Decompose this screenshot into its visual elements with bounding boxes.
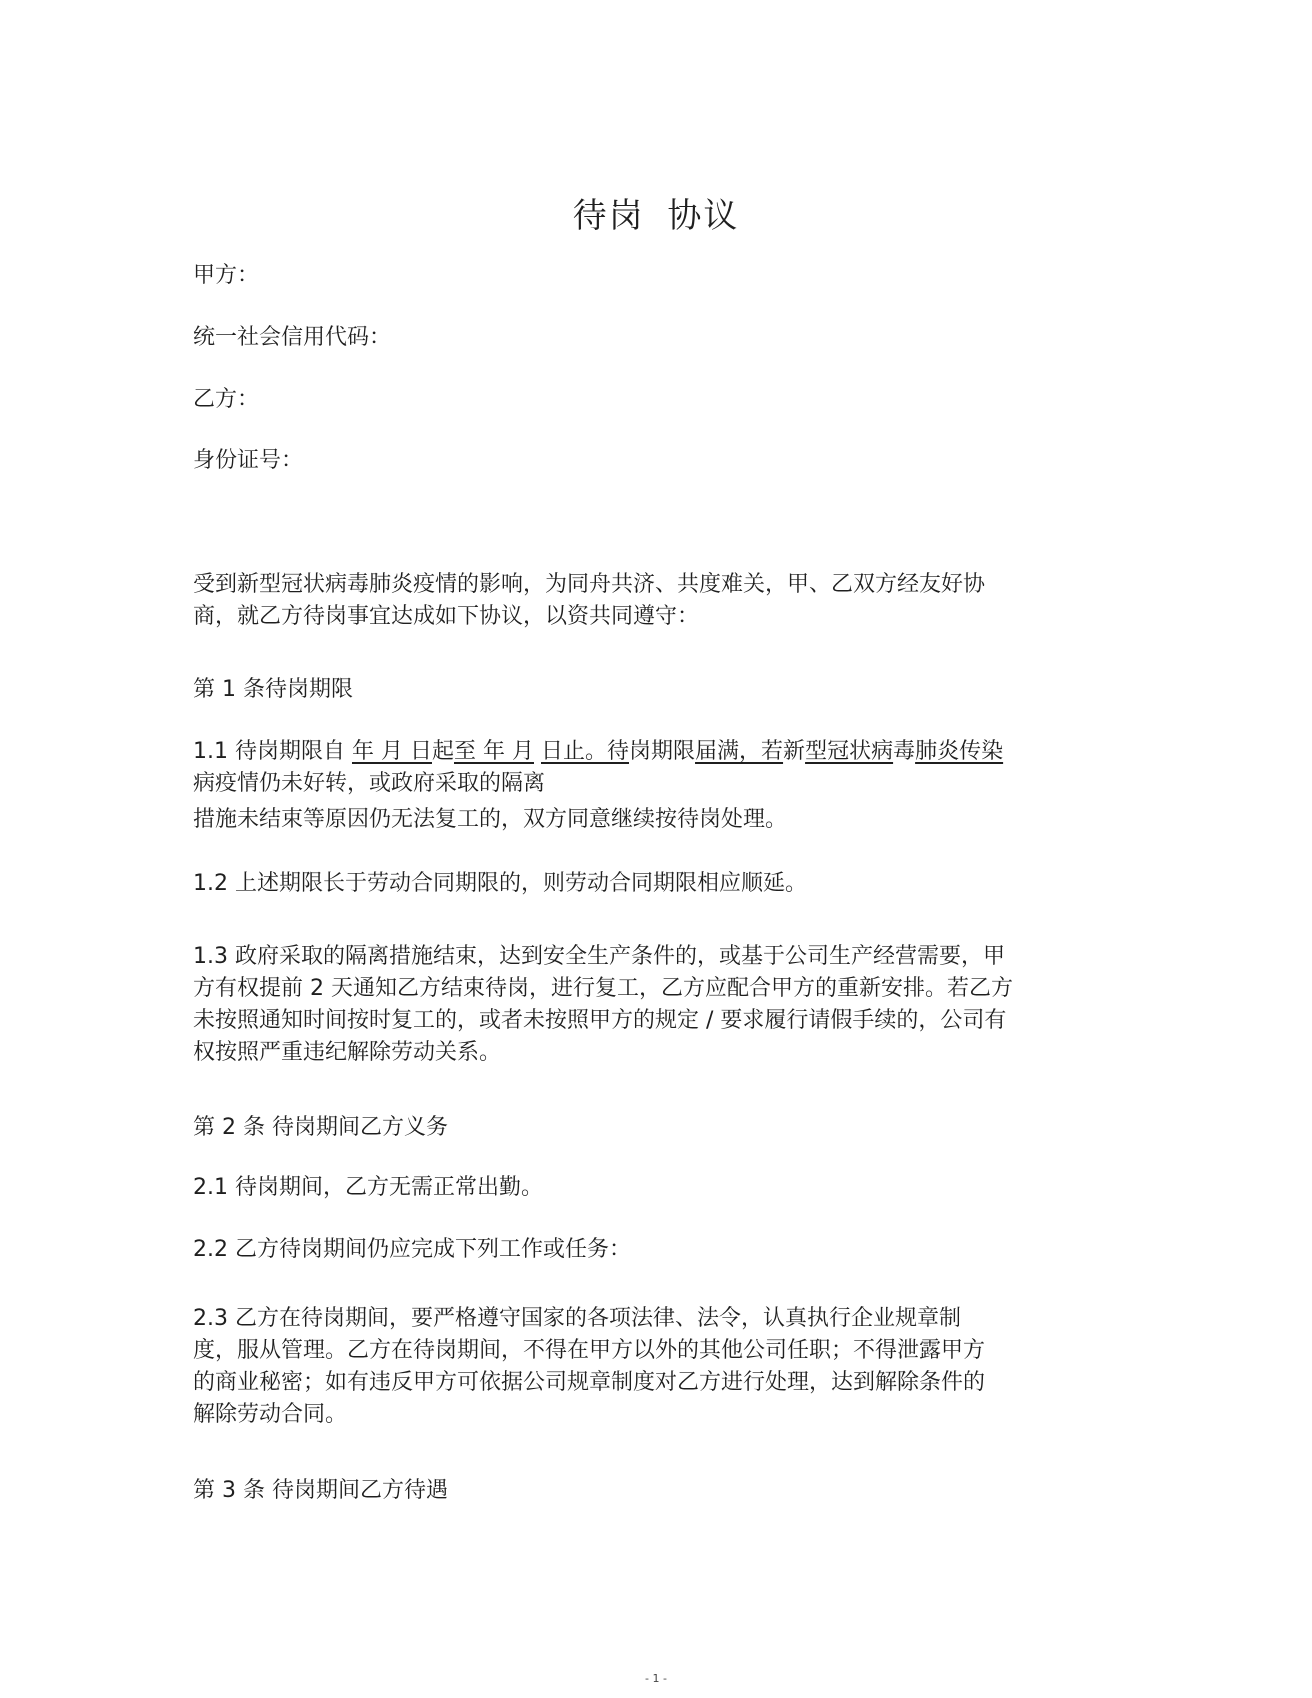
intro-paragraph bbox=[193, 569, 985, 633]
clause-text: 届满，若 bbox=[695, 739, 784, 764]
clause-text: 新 bbox=[783, 739, 806, 764]
clause-1-1-first-line bbox=[193, 736, 1003, 768]
intro-line: 商，就乙方待岗事宜达成如下协议，以资共同遵守： bbox=[193, 604, 700, 629]
article-1-heading: 第 1 条待岗期限 bbox=[193, 677, 353, 702]
party-b-field: 乙方： bbox=[193, 387, 260, 412]
clause-line: 度，服从管理。乙方在待岗期间，不得在甲方以外的其他公司任职；不得泄露甲方 bbox=[193, 1338, 986, 1363]
clause-1-3 bbox=[193, 941, 1013, 1069]
clause-line: 解除劳动合同。 bbox=[193, 1402, 348, 1427]
clause-line: 1.3 政府采取的隔离措施结束，达到安全生产条件的，或基于公司生产经营需要，甲 bbox=[193, 944, 1005, 969]
clause-text: 肺炎传染 bbox=[915, 739, 1004, 764]
clause-text: 毒 bbox=[893, 739, 916, 764]
clause-line: 措施未结束等原因仍无法复工的，双方同意继续按待岗处理。 bbox=[193, 807, 788, 832]
page-title: 待岗 协议 bbox=[572, 196, 740, 236]
clause-2-1: 2.1 待岗期间，乙方无需正常出勤。 bbox=[193, 1175, 543, 1200]
clause-line: 未按照通知时间按时复工的，或者未按照甲方的规定 / 要求履行请假手续的，公司有 bbox=[193, 1008, 1007, 1033]
blank-date-start: 年 月 日 bbox=[351, 739, 432, 764]
id-number-field: 身份证号： bbox=[193, 448, 304, 473]
party-a-field: 甲方： bbox=[193, 263, 260, 288]
clause-1-1 bbox=[193, 736, 1003, 836]
clause-line: 2.3 乙方在待岗期间，要严格遵守国家的各项法律、法令，认真执行企业规章制 bbox=[193, 1306, 961, 1331]
clause-2-2: 2.2 乙方待岗期间仍应完成下列工作或任务： bbox=[193, 1237, 631, 1262]
clause-text: 型冠状病 bbox=[805, 739, 894, 764]
clause-text: 起 bbox=[431, 739, 454, 764]
clause-text bbox=[534, 739, 541, 764]
clause-text: 岗期限 bbox=[629, 739, 696, 764]
clause-line: 权按照严重违纪解除劳动关系。 bbox=[193, 1040, 502, 1065]
clause-text: 日止。待 bbox=[541, 739, 630, 764]
clause-line: 病疫情仍未好转，或政府采取的隔离 bbox=[193, 771, 546, 796]
page-number: - 1 - bbox=[645, 1672, 667, 1685]
article-3-heading: 第 3 条 待岗期间乙方待遇 bbox=[193, 1478, 448, 1503]
credit-code-field: 统一社会信用代码： bbox=[193, 325, 392, 350]
clause-text: 1.1 待岗期限自 bbox=[193, 739, 352, 764]
intro-line: 受到新型冠状病毒肺炎疫情的影响，为同舟共济、共度难关，甲、乙双方经友好协 bbox=[193, 572, 986, 597]
clause-line: 的商业秘密；如有违反甲方可依据公司规章制度对乙方进行处理，达到解除条件的 bbox=[193, 1370, 986, 1395]
clause-1-2: 1.2 上述期限长于劳动合同期限的，则劳动合同期限相应顺延。 bbox=[193, 871, 807, 896]
clause-line: 方有权提前 2 天通知乙方结束待岗，进行复工，乙方应配合甲方的重新安排。若乙方 bbox=[193, 976, 1013, 1001]
clause-2-3 bbox=[193, 1303, 985, 1431]
blank-date-end: 至 年 月 bbox=[454, 739, 534, 764]
article-2-heading: 第 2 条 待岗期间乙方义务 bbox=[193, 1115, 448, 1140]
